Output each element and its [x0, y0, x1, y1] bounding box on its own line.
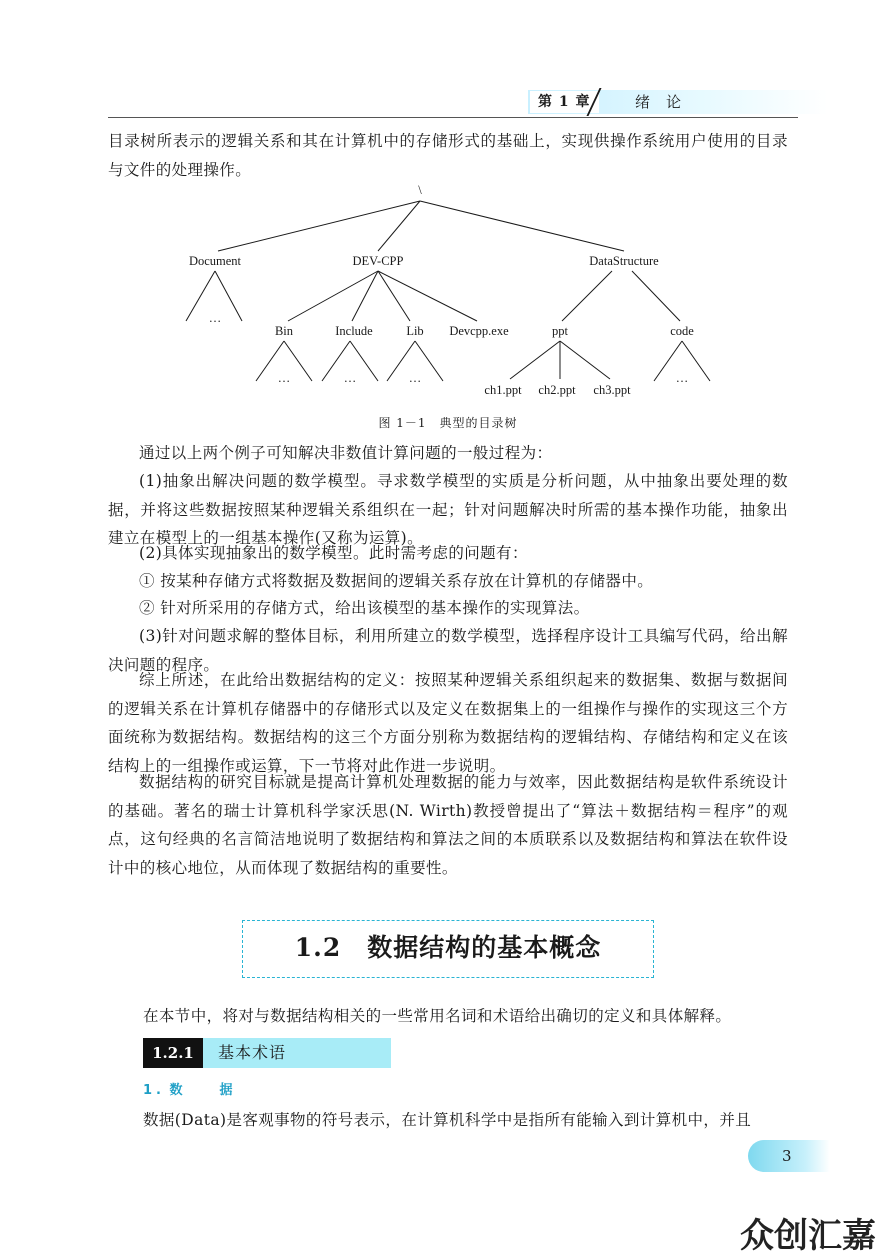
paragraph-step-2-a: ① 按某种存储方式将数据及数据间的逻辑关系存放在计算机的存储器中。: [139, 572, 654, 590]
node-devcpp: DEV-CPP: [352, 254, 404, 268]
paragraph-research-goal: 数据结构的研究目标就是提高计算机处理数据的能力与效率，因此数据结构是软件系统设计的基础。著名的瑞士计算机科学家沃思(N. Wirth)教授曾提出了“算法＋数据结构＝程序”的观点，这句经典的名言简洁地说明了数据结构和算法之间的本质联系以及数据结构和算法在软件设计中的核心地位，从而体现了数据结构的重要性。: [108, 773, 788, 877]
node-bin: Bin: [274, 324, 294, 338]
subsection-title: 基本术语: [203, 1038, 391, 1068]
node-devcppexe: Devcpp.exe: [449, 324, 509, 338]
tree-root: \: [418, 185, 422, 197]
paragraph-general-process: 通过以上两个例子可知解决非数值计算问题的一般过程为：: [139, 444, 553, 462]
node-include: Include: [335, 324, 373, 338]
node-datastructure: DataStructure: [589, 254, 659, 268]
chapter-label: 第 1 章: [530, 91, 599, 113]
tree-edges: [186, 201, 710, 381]
term-heading: [143, 1079, 245, 1098]
node-ch3: ch3.ppt: [593, 383, 631, 397]
paragraph-data-definition: 数据(Data)是客观事物的符号表示，在计算机科学中是指所有能输入到计算机中，并且: [143, 1111, 752, 1129]
node-document: Document: [188, 254, 242, 268]
node-ppt: ppt: [552, 324, 568, 338]
subsection-number: 1.2.1: [143, 1038, 203, 1068]
term-heading-number: 1.: [143, 1083, 165, 1098]
node-lib: Lib: [406, 324, 424, 338]
ellipsis-include: …: [343, 371, 357, 385]
paragraph-step-1: (1)抽象出解决问题的数学模型。寻求数学模型的实质是分析问题，从中抽象出要处理的数据，并将这些数据按照某种逻辑关系组织在一起；针对问题解决时所需的基本操作功能，抽象出建立在模型上的一组基本操作(又称为运算)。: [108, 472, 788, 547]
paragraph-step-2-b: ② 针对所采用的存储方式，给出该模型的基本操作的实现算法。: [139, 599, 590, 617]
paragraph-definition: 综上所述，在此给出数据结构的定义：按照某种逻辑关系组织起来的数据集、数据与数据间的逻辑关系在计算机存储器中的存储形式以及定义在数据集上的一组操作与操作的实现这三个方面统称为数据结构。数据结构的这三个方面分别称为数据结构的逻辑结构、存储结构和定义在该结构上的一组操作或运算，下一节将对此作进一步说明。: [108, 671, 788, 775]
ellipsis-lib: …: [408, 371, 422, 385]
node-ch1: ch1.ppt: [484, 383, 522, 397]
node-code: code: [670, 324, 694, 338]
paragraph-intro: 目录树所表示的逻辑关系和其在计算机中的存储形式的基础上，实现供操作系统用户使用的目录与文件的处理操作。: [108, 132, 788, 179]
chapter-title: 绪论: [635, 93, 698, 111]
figure-caption: 图 1－1 典型的目录树: [378, 416, 518, 430]
header-rule: [108, 117, 798, 118]
section-title: 1.2 数据结构的基本概念: [294, 933, 602, 962]
ellipsis-bin: …: [277, 371, 291, 385]
paragraph-section-intro: 在本节中，将对与数据结构相关的一些常用名词和术语给出确切的定义和具体解释。: [143, 1007, 732, 1025]
watermark-logo: 众创汇嘉: [740, 1216, 876, 1256]
paragraph-step-3: (3)针对问题求解的整体目标，利用所建立的数学模型，选择程序设计工具编写代码，给出解决问题的程序。: [108, 627, 788, 674]
ellipsis-code: …: [675, 371, 689, 385]
page-number: 3: [782, 1147, 792, 1165]
paragraph-step-2: (2)具体实现抽象出的数学模型。此时需考虑的问题有：: [139, 544, 528, 562]
term-heading-label: 数 据: [169, 1083, 245, 1098]
node-ch2: ch2.ppt: [538, 383, 576, 397]
directory-tree-figure: [180, 185, 720, 405]
ellipsis-document: …: [208, 311, 222, 325]
